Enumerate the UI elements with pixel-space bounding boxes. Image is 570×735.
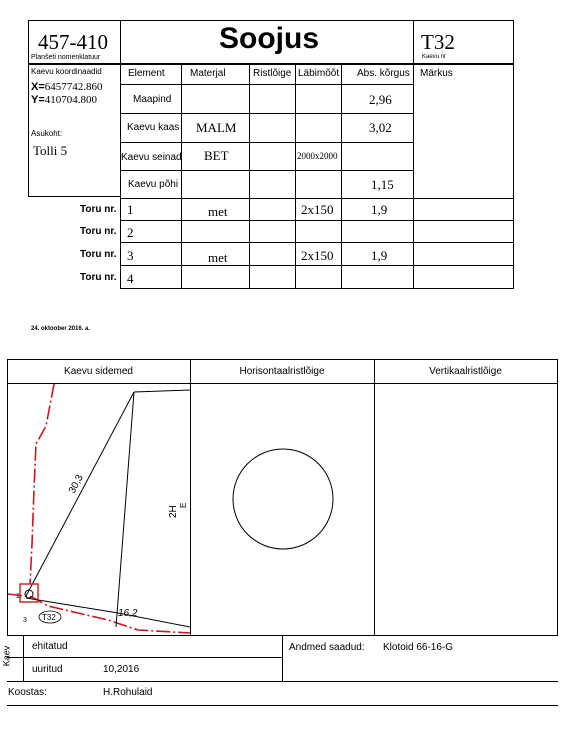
surveyed-date: 10,2016 (103, 664, 140, 675)
author-label: Koostas: (8, 687, 47, 698)
built-label: ehitatud (32, 641, 68, 652)
row-element: Maapind (133, 94, 172, 105)
address: Tolli 5 (33, 143, 68, 158)
col-remarks: Märkus (420, 68, 453, 79)
panel-title-vertical: Vertikaalristlõige (429, 366, 502, 377)
pipe-number: 4 (127, 271, 134, 286)
pipe-label: Toru nr. (80, 249, 117, 260)
col-cross-section: Ristlõige (253, 68, 292, 79)
y-value: 410704.800 (44, 94, 98, 106)
panel-title-connections: Kaevu sidemed (64, 366, 133, 377)
coords-caption: Kaevu koordinaadid (31, 67, 102, 76)
map-building-letter: E (179, 502, 188, 508)
pipe-elevation: 1,9 (371, 248, 388, 263)
row-element: Kaevu seinad (121, 152, 182, 163)
x-label: X= (31, 81, 45, 93)
map-point-number: 1 (16, 593, 20, 600)
red-boundary-lines (8, 384, 190, 633)
footer-side-label: Kaev (1, 645, 12, 667)
pipe-elevation: 1,9 (371, 202, 388, 217)
row-elevation: 2,96 (369, 92, 392, 107)
y-coordinate (31, 94, 97, 106)
map-distance-label: 30,3 (66, 473, 86, 496)
x-value: 6457742.860 (44, 81, 103, 93)
pipe-label: Toru nr. (80, 272, 117, 283)
page-title: Soojus (219, 22, 320, 55)
map-distance-label: 16,2 (118, 608, 138, 619)
col-element: Element (128, 68, 165, 79)
panel-title-horizontal: Horisontaalristlõige (239, 366, 325, 377)
pipe-label: Toru nr. (80, 226, 117, 237)
well-caption: Kaevu nr (422, 54, 447, 60)
col-elevation: Abs. kõrgus (357, 68, 410, 79)
survey-lines (26, 390, 190, 627)
pipe-number: 3 (127, 248, 134, 263)
pipe-label: Toru nr. (80, 204, 117, 215)
map-well-label: T32 (42, 613, 56, 622)
pipe-number: 2 (127, 225, 134, 240)
pipe-material: met (208, 204, 228, 219)
well-number: T32 (421, 30, 455, 54)
data-source-value: Klotoid 66-16-G (383, 642, 454, 653)
pipe-number: 1 (127, 202, 134, 217)
col-material: Materjal (190, 68, 226, 79)
y-label: Y= (31, 94, 45, 106)
address-caption: Asukoht: (31, 129, 63, 138)
x-coordinate (31, 81, 103, 93)
row-material: MALM (196, 120, 237, 135)
sheet-number: 457-410 (38, 30, 108, 54)
well-cross-section-circle (233, 449, 333, 549)
connections-map (8, 384, 190, 636)
horizontal-section (191, 384, 374, 635)
row-element: Kaevu põhi (128, 179, 179, 190)
row-material: BET (204, 148, 229, 163)
pipe-diameter: 2x150 (301, 248, 334, 263)
pipe-diameter: 2x150 (301, 202, 334, 217)
map-point-number: 3 (23, 617, 27, 624)
map-building-label: 2H (168, 505, 179, 518)
row-element: Kaevu kaas (127, 122, 180, 133)
row-diameter: 2000x2000 (297, 151, 338, 161)
data-source-label: Andmed saadud: (289, 642, 365, 653)
row-elevation: 1,15 (371, 177, 394, 192)
pipe-material: met (208, 250, 228, 265)
col-diameter: Läbimõõt (298, 68, 340, 79)
author-value: H.Rohulaid (103, 687, 153, 698)
date-line: 24. oktoober 2016. a. (31, 326, 91, 332)
row-elevation: 3,02 (369, 120, 392, 135)
surveyed-label: uuritud (32, 664, 63, 675)
sheet-caption: Planšeti nomenklatuur (31, 54, 101, 61)
